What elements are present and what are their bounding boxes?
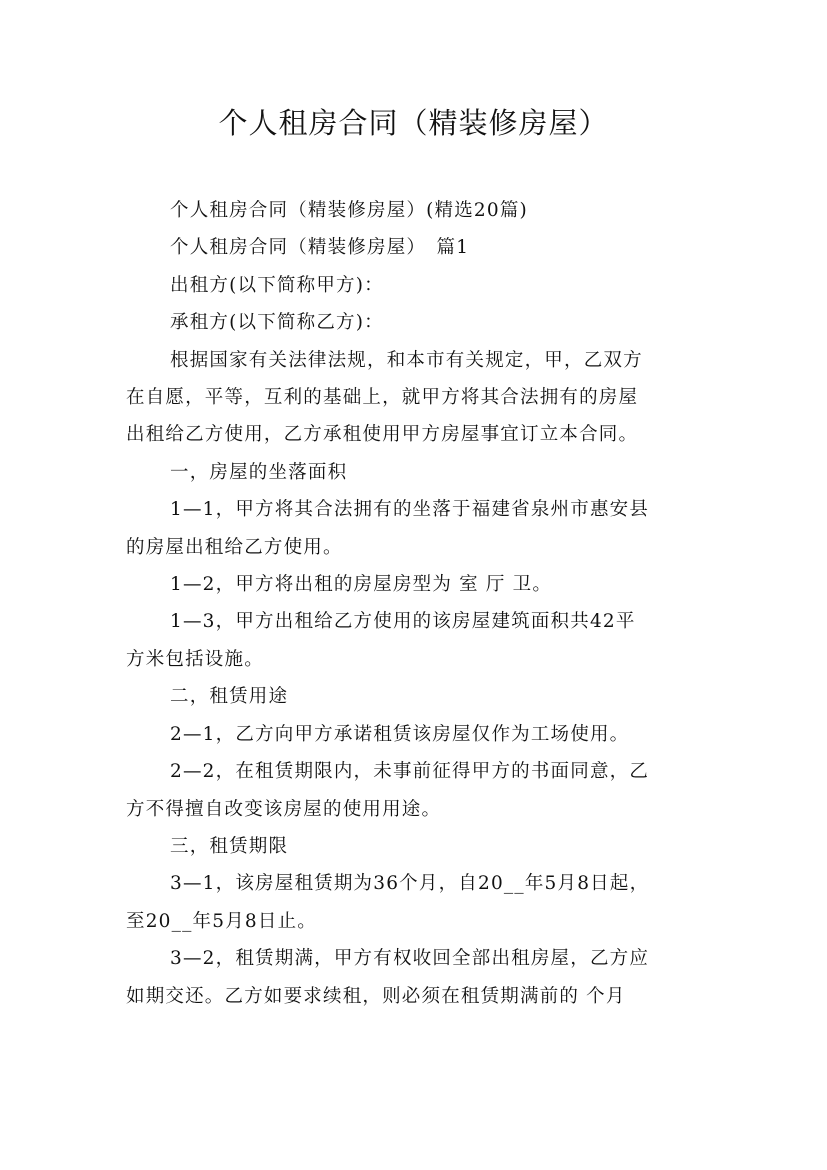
text-line: 方不得擅自改变该房屋的使用用途。 — [126, 798, 442, 820]
text-line: 1—2，甲方将出租的房屋房型为 室 厅 卫。 — [170, 574, 553, 596]
paragraph-clause-2-1 — [126, 716, 716, 753]
paragraph-lessee — [126, 304, 716, 341]
text-line: 如期交还。乙方如要求续租，则必须在租赁期满前的 个月 — [126, 985, 626, 1007]
document-body — [126, 192, 716, 1015]
text-line: 根据国家有关法律法规，和本市有关规定，甲，乙双方 — [170, 349, 643, 371]
paragraph-clause-3-2 — [126, 940, 716, 1015]
paragraph-heading-2 — [126, 678, 716, 715]
text-line: 至20__年5月8日止。 — [126, 910, 317, 932]
text-line: 二，租赁用途 — [170, 686, 289, 708]
text-line: 个人租房合同（精装修房屋） 篇1 — [170, 237, 470, 259]
paragraph-section-heading — [126, 229, 716, 266]
paragraph-heading-3 — [126, 828, 716, 865]
text-line: 1—3，甲方出租给乙方使用的该房屋建筑面积共42平 — [170, 611, 636, 633]
text-line: 出租方(以下简称甲方)： — [170, 274, 384, 296]
paragraph-heading-1 — [126, 454, 716, 491]
text-line: 个人租房合同（精装修房屋）(精选20篇) — [170, 200, 528, 221]
text-line: 3—1，该房屋租赁期为36个月，自20__年5月8日起， — [170, 873, 650, 895]
text-line: 1—1，甲方将其合法拥有的坐落于福建省泉州市惠安县 — [170, 499, 650, 521]
text-line: 三，租赁期限 — [170, 835, 289, 857]
paragraph-preamble — [126, 342, 716, 454]
text-line: 一，房屋的坐落面积 — [170, 461, 348, 483]
paragraph-clause-3-1 — [126, 865, 716, 940]
paragraph-clause-2-2 — [126, 753, 716, 828]
text-line: 2—2，在租赁期限内，未事前征得甲方的书面同意，乙 — [170, 761, 650, 783]
text-line: 承租方(以下简称乙方)： — [170, 312, 384, 334]
text-line: 3—2，租赁期满，甲方有权收回全部出租房屋，乙方应 — [170, 948, 650, 970]
text-line: 方米包括设施。 — [126, 648, 264, 670]
text-line: 的房屋出租给乙方使用。 — [126, 536, 343, 558]
text-line: 出租给乙方使用，乙方承租使用甲方房屋事宜订立本合同。 — [126, 424, 639, 446]
paragraph-clause-1-2 — [126, 566, 716, 603]
paragraph-clause-1-1 — [126, 491, 716, 566]
paragraph-clause-1-3 — [126, 603, 716, 678]
paragraph-subtitle — [126, 192, 716, 229]
text-line: 2—1，乙方向甲方承诺租赁该房屋仅作为工场使用。 — [170, 723, 630, 745]
text-line: 在自愿，平等，互利的基础上，就甲方将其合法拥有的房屋 — [126, 387, 639, 409]
paragraph-lessor — [126, 267, 716, 304]
document-title: 个人租房合同（精装修房屋） — [218, 106, 609, 140]
